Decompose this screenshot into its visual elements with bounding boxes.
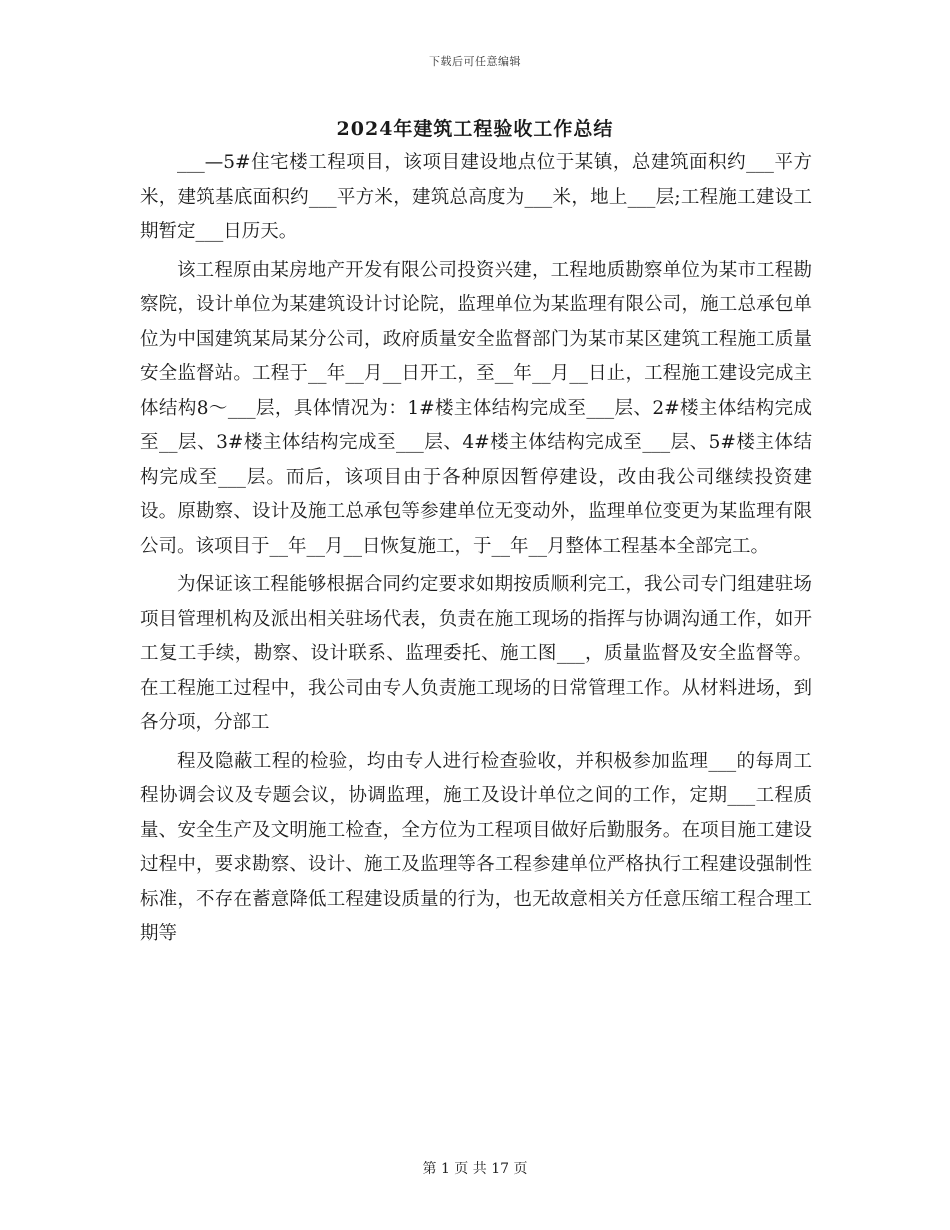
paragraph: ___—5#住宅楼工程项目，该项目建设地点位于某镇，总建筑面积约___平方米，建筑基底面积约___平方米，建筑总高度为___米，地上___层;工程施工建设工期暂定___日历天。 [140, 152, 812, 242]
document-title: 2024年建筑工程验收工作总结 [336, 118, 614, 140]
page-header-note: 下载后可任意编辑 [429, 55, 521, 68]
document-body [140, 146, 812, 952]
paragraph: 该工程原由某房地产开发有限公司投资兴建，工程地质勘察单位为某市工程勘察院，设计单位为某建筑设计讨论院，监理单位为某监理有限公司，施工总承包单位为中国建筑某局某分公司，政府质量安全监督部门为某市某区建筑工程施工质量安全监督站。工程于__年__月__日开工，至__年__月__日止，工程施工建设完成主体结构8～___层，具体情况为：1#楼主体结构完成至___层、2#楼主体结构完成至__层、3#楼主体结构完成至___层、4#楼主体结构完成至___层、5#楼主体结构完成至___层。而后，该项目由于各种原因暂停建设，改由我公司继续投资建设。原勘察、设计及施工总承包等参建单位无变动外，监理单位变更为某监理有限公司。该项目于__年__月__日恢复施工，于__年__月整体工程基本全部完工。 [140, 259, 812, 557]
page-footer-number: 第 1 页 共 17 页 [422, 1161, 528, 1177]
paragraph: 程及隐蔽工程的检验，均由专人进行检查验收，并积极参加监理___的每周工程协调会议及专题会议，协调监理，施工及设计单位之间的工作，定期___工程质量、安全生产及文明施工检查，全方位为工程项目做好后勤服务。在项目施工建设过程中，要求勘察、设计、施工及监理等各工程参建单位严格执行工程建设强制性标准，不存在蓄意降低工程建设质量的行为，也无故意相关方任意压缩工程合理工期等 [140, 750, 812, 944]
paragraph: 为保证该工程能够根据合同约定要求如期按质顺利完工，我公司专门组建驻场项目管理机构及派出相关驻场代表，负责在施工现场的指挥与协调沟通工作，如开工复工手续，勘察、设计联系、监理委托、施工图___，质量监督及安全监督等。在工程施工过程中，我公司由专人负责施工现场的日常管理工作。从材料进场，到各分项，分部工 [140, 574, 812, 733]
